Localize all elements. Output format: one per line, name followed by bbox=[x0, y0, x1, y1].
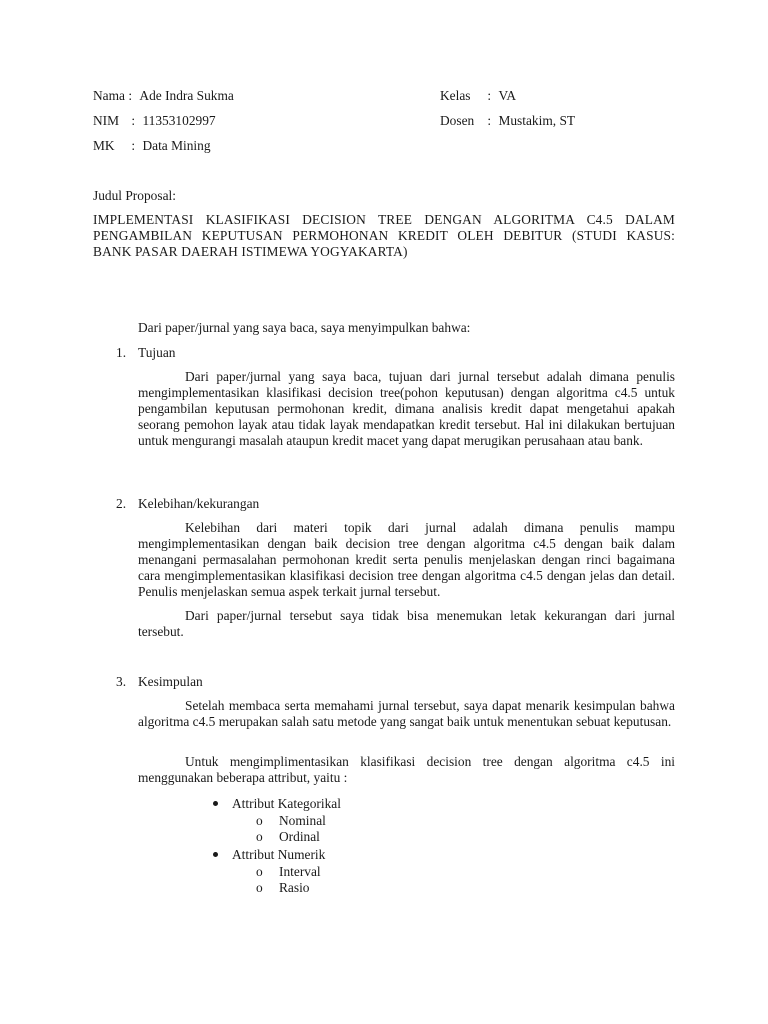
mk-colon: : bbox=[131, 138, 136, 153]
section-paragraph bbox=[138, 520, 675, 600]
mk-row bbox=[93, 138, 211, 154]
list-subitem: Interval bbox=[279, 864, 321, 879]
paragraph-text: Dari paper/jurnal yang saya baca, tujuan dari jurnal tersebut adalah dimana penulis mengimplementasikan klasifikasi decision tree(pohon keputusan) dengan algoritma c4.5 untuk pengambilan keputusan permohonan kredit, dimana analisis kredit dapat mengetahui apakah seorang pemohon layak atau tidak layak mendapatkan kredit tersebut. Hal ini dilakukan bertujuan untuk mengurangi masalah ataupun kredit macet yang dapat merugikan perusahaan atau bank. bbox=[138, 369, 675, 448]
kelas-row bbox=[440, 88, 516, 104]
mk-value: Data Mining bbox=[142, 138, 211, 153]
dosen-colon: : bbox=[487, 113, 492, 128]
nim-value: 11353102997 bbox=[142, 113, 216, 128]
nama-value: Ade Indra Sukma bbox=[139, 88, 234, 103]
dosen-row bbox=[440, 113, 575, 129]
section-number: 3. bbox=[116, 674, 127, 689]
section-heading: Kesimpulan bbox=[138, 674, 203, 689]
section-paragraph bbox=[138, 698, 675, 730]
bullet-icon bbox=[213, 852, 218, 857]
sub-bullet-icon: o bbox=[256, 813, 263, 828]
section-number: 2. bbox=[116, 496, 127, 511]
list-subitem: Ordinal bbox=[279, 829, 320, 844]
sub-bullet-icon: o bbox=[256, 864, 263, 879]
intro-text: Dari paper/jurnal yang saya baca, saya menyimpulkan bahwa: bbox=[138, 320, 471, 335]
dosen-value: Mustakim, ST bbox=[498, 113, 576, 128]
paragraph-text: Setelah membaca serta memahami jurnal tersebut, saya dapat menarik kesimpulan bahwa algoritma c4.5 merupakan salah satu metode yang sangat baik untuk menentukan sebuat keputusan. bbox=[138, 698, 675, 729]
bullet-icon bbox=[213, 801, 218, 806]
proposal-title-line: BANK PASAR DAERAH ISTIMEWA YOGYAKARTA) bbox=[93, 244, 408, 259]
proposal-title bbox=[93, 212, 675, 260]
kelas-label: Kelas bbox=[440, 88, 471, 103]
sub-bullet-icon: o bbox=[256, 880, 263, 895]
section-number: 1. bbox=[116, 345, 127, 360]
section-heading: Tujuan bbox=[138, 345, 176, 360]
paragraph-text: Kelebihan dari materi topik dari jurnal adalah dimana penulis mampu mengimplementasikan dengan baik decision tree dengan algoritma c4.5 dengan baik dalam menangani permasalahan permohonan kredit serta penulis menjelaskan dengan rinci bagaimana cara mengimplementasikan klasifikasi decision tree dengan algoritma c4.5 dengan jelas dan detail. Penulis menjelaskan semua aspek terkait jurnal tersebut. bbox=[138, 520, 675, 599]
list-item: Attribut Numerik bbox=[232, 847, 326, 862]
paragraph-text: Dari paper/jurnal tersebut saya tidak bisa menemukan letak kekurangan dari jurnal tersebut. bbox=[138, 608, 675, 639]
sub-bullet-icon: o bbox=[256, 829, 263, 844]
section-paragraph bbox=[138, 369, 675, 449]
nim-colon: : bbox=[131, 113, 136, 128]
nim-label: NIM bbox=[93, 113, 120, 128]
section-heading: Kelebihan/kekurangan bbox=[138, 496, 260, 511]
section-paragraph bbox=[138, 754, 675, 786]
section-paragraph bbox=[138, 608, 675, 640]
list-subitem: Nominal bbox=[279, 813, 326, 828]
nama-label: Nama : bbox=[93, 88, 133, 103]
kelas-colon: : bbox=[487, 88, 492, 103]
list-item: Attribut Kategorikal bbox=[232, 796, 341, 811]
mk-label: MK bbox=[93, 138, 115, 153]
proposal-label: Judul Proposal: bbox=[93, 188, 176, 203]
kelas-value: VA bbox=[498, 88, 517, 103]
list-subitem: Rasio bbox=[279, 880, 310, 895]
proposal-title-line: PENGAMBILAN KEPUTUSAN PERMOHONAN KREDIT OLEH DEBITUR (STUDI KASUS: bbox=[93, 228, 675, 243]
paragraph-text: Untuk mengimplimentasikan klasifikasi decision tree dengan algoritma c4.5 ini menggunakan beberapa attribut, yaitu : bbox=[138, 754, 675, 785]
nama-row bbox=[93, 88, 234, 104]
proposal-title-line: IMPLEMENTASI KLASIFIKASI DECISION TREE DENGAN ALGORITMA C4.5 DALAM bbox=[93, 212, 675, 227]
nim-row bbox=[93, 113, 216, 129]
dosen-label: Dosen bbox=[440, 113, 475, 128]
